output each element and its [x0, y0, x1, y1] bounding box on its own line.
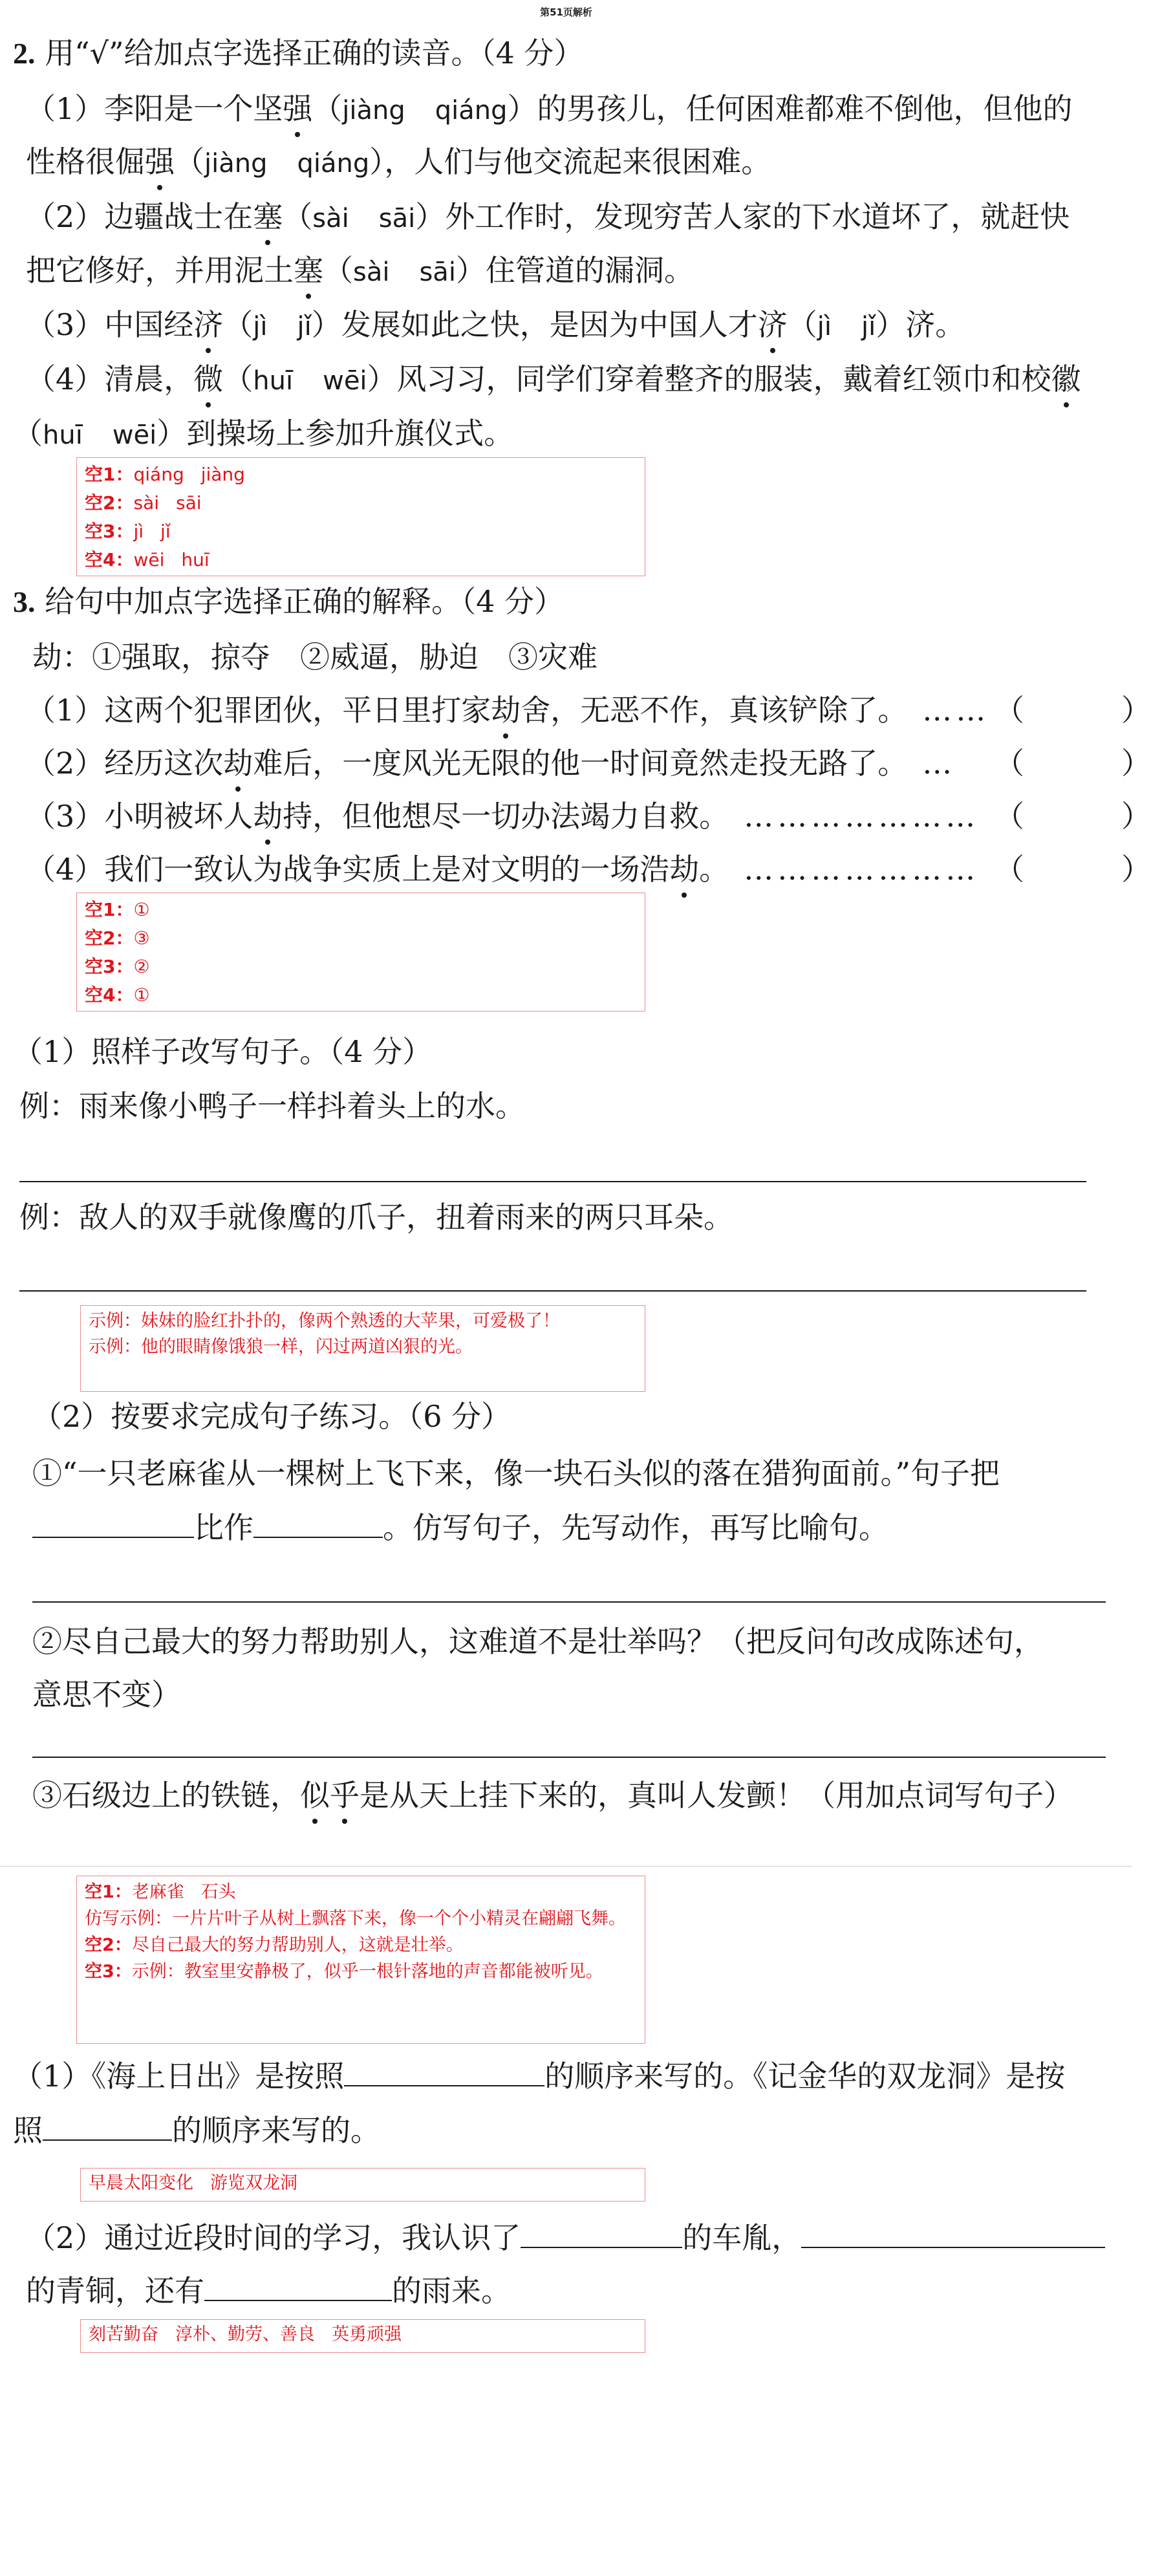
dotted-char: 强 — [145, 142, 175, 181]
q2-line-1: （1）李阳是一个坚强（jiàng qiáng）的男孩儿，任何困难都难不倒他，但他的 — [26, 89, 1073, 130]
pinyin-option[interactable]: jiàng — [342, 96, 405, 125]
q6-line-2: 照 的顺序来写的。 — [13, 2113, 380, 2148]
dotted-char: 济 — [758, 305, 788, 344]
q6-line-1: （1）《海上日出》是按照 的顺序来写的。《记金华的双龙洞》是按 — [13, 2059, 1066, 2094]
q2-number: 2. — [13, 37, 36, 70]
answer-line: 空2：尽自己最大的努力帮助别人，这就是壮举。 — [85, 1935, 464, 1955]
fill-blank[interactable] — [253, 1510, 383, 1538]
pinyin-option[interactable]: sāi — [378, 204, 416, 233]
q3-title — [13, 582, 564, 622]
q4-example-1: 例：雨来像小鸭子一样抖着头上的水。 — [19, 1088, 525, 1123]
answer-line-blank[interactable] — [32, 1757, 1106, 1758]
answer-line: 空1：老麻雀 石头 — [85, 1882, 236, 1902]
q7-answer-box: 刻苦勤奋 淳朴、勤劳、善良 英勇顽强 — [80, 2319, 645, 2353]
dotted-char: 劫 — [491, 691, 521, 730]
answer-line: 空1：qiáng jiàng — [85, 464, 245, 485]
answer-paren-4[interactable]: （ ） — [995, 852, 1151, 887]
q7-line-2: 的青铜，还有 的雨来。 — [26, 2273, 511, 2308]
q3-sentence-2: （2）经历这次劫难后，一度风光无限的他一时间竟然走投无路了。 … — [26, 744, 956, 783]
pinyin-option[interactable]: jiàng — [204, 149, 268, 179]
dotted-char: 劫 — [669, 850, 699, 889]
answer-line: 空3：jì jǐ — [85, 521, 171, 542]
q4-title: （1）照样子改写句子。（4 分） — [13, 1034, 433, 1069]
q5-item-1-cont: 比作 。仿写句子，先写动作，再写比喻句。 — [32, 1508, 888, 1547]
pinyin-option[interactable]: jì — [817, 312, 832, 341]
fill-blank[interactable] — [344, 2058, 544, 2086]
dotted-char: 劫 — [253, 797, 283, 836]
dotted-char: 似 — [300, 1776, 330, 1815]
pinyin-option[interactable]: qiáng — [435, 96, 508, 125]
q5-item-2-cont: 意思不变） — [32, 1677, 181, 1712]
dotted-char: 济 — [193, 305, 223, 344]
q5-item-2: ②尽自己最大的努力帮助别人，这难道不是壮举吗？（把反问句改成陈述句， — [32, 1624, 1044, 1659]
q3-sentence-3: （3）小明被坏人劫持，但他想尽一切办法竭力自救。 ………………… — [26, 797, 979, 836]
answer-line: 空3：示例：教室里安静极了，似乎一根针落地的声音都能被听见。 — [85, 1962, 603, 1982]
pinyin-option[interactable]: huī — [253, 366, 294, 396]
dotted-char: 徽 — [1051, 360, 1081, 398]
q3-definitions: 劫：①强取，掠夺 ②威逼，胁迫 ③灾难 — [32, 640, 597, 675]
dotted-char: 乎 — [330, 1776, 360, 1815]
answer-line-blank[interactable] — [32, 1601, 1106, 1603]
page-header: 第51页解析 — [540, 6, 592, 18]
answer-line: 示例：妹妹的脸红扑扑的，像两个熟透的大苹果，可爱极了！ — [89, 1311, 560, 1331]
answer-line: 空1：① — [85, 899, 150, 920]
q2-line-4: 把它修好，并用泥土塞（sài sāi）住管道的漏洞。 — [26, 251, 694, 292]
q4-answer-box — [80, 1305, 645, 1392]
answer-line: 空4：wēi huī — [85, 549, 210, 570]
q2-line-7: （huī wēi）到操场上参加升旗仪式。 — [13, 416, 514, 451]
q3-answer-box — [76, 893, 645, 1012]
dotted-char: 塞 — [294, 251, 323, 290]
answer-line: 空2：sài sāi — [85, 492, 202, 514]
answer-line: 空3：② — [85, 956, 150, 977]
q2-title-text: 用“√”给加点字选择正确的读音。（4 分） — [45, 36, 584, 70]
answer-paren-1[interactable]: （ ） — [995, 693, 1151, 728]
dotted-char: 微 — [193, 360, 223, 398]
pinyin-option[interactable]: jǐ — [297, 312, 312, 341]
q5-title: （2）按要求完成句子练习。（6 分） — [32, 1399, 511, 1434]
pinyin-option[interactable]: jǐ — [861, 312, 876, 341]
fill-blank[interactable] — [801, 2220, 1105, 2248]
q5-item-3: ③石级边上的铁链，似乎是从天上挂下来的，真叫人发颤！（用加点词写句子） — [32, 1776, 1073, 1815]
q3-title-text: 给句中加点字选择正确的解释。（4 分） — [45, 584, 565, 619]
pinyin-option[interactable]: qiáng — [297, 149, 370, 179]
q5-answer-box — [76, 1876, 645, 2044]
answer-line: 示例：他的眼睛像饿狼一样，闪过两道凶狠的光。 — [89, 1337, 473, 1357]
answer-line-blank[interactable] — [19, 1290, 1086, 1292]
answer-paren-2[interactable]: （ ） — [995, 746, 1151, 781]
answer-line: 空2：③ — [85, 927, 150, 949]
q5-item-1: ①“一只老麻雀从一棵树上飞下来，像一块石头似的落在猎狗面前。”句子把 — [32, 1456, 1000, 1491]
fill-blank[interactable] — [32, 1510, 194, 1538]
q2-line-6: （4）清晨，微（huī wēi）风习习，同学们穿着整齐的服装，戴着红领巾和校徽 — [26, 360, 1081, 400]
answer-paren-3[interactable]: （ ） — [995, 799, 1151, 834]
q2-line-3: （2）边疆战士在塞（sài sāi）外工作时，发现穷苦人家的下水道坏了，就赶快 — [26, 197, 1070, 238]
pinyin-option[interactable]: sāi — [419, 257, 456, 287]
pinyin-option[interactable]: wēi — [112, 420, 157, 450]
pinyin-option[interactable]: huī — [43, 420, 83, 450]
dotted-char: 塞 — [253, 197, 283, 236]
q3-sentence-4: （4）我们一致认为战争实质上是对文明的一场浩劫。 ………………… — [26, 850, 979, 889]
fill-blank[interactable] — [521, 2220, 682, 2248]
fill-blank[interactable] — [204, 2273, 392, 2301]
fill-blank[interactable] — [43, 2112, 172, 2141]
dotted-char: 强 — [283, 89, 312, 128]
q2-title — [13, 34, 583, 73]
answer-line: 空4：① — [85, 984, 150, 1006]
pinyin-option[interactable]: sài — [353, 257, 390, 287]
q3-number: 3. — [13, 585, 36, 618]
pinyin-option[interactable]: wēi — [323, 366, 367, 396]
q6-answer-box: 早晨太阳变化 游览双龙洞 — [80, 2168, 645, 2202]
pinyin-option[interactable]: jì — [253, 312, 268, 341]
answer-line-blank[interactable] — [19, 1181, 1086, 1182]
q2-line-2: 性格很倔强（jiàng qiáng），人们与他交流起来很困难。 — [26, 142, 771, 183]
dotted-char: 劫 — [223, 744, 253, 783]
pinyin-option[interactable]: sài — [312, 204, 349, 233]
section-divider — [0, 1866, 1132, 1867]
q2-answer-box — [76, 457, 645, 576]
answer-line: 仿写示例：一片片叶子从树上飘落下来，像一个个小精灵在翩翩飞舞。 — [85, 1909, 626, 1929]
q7-line-1: （2）通过近段时间的学习，我认识了 的车胤， — [26, 2218, 1105, 2257]
q2-line-5: （3）中国经济（jì jǐ）发展如此之快，是因为中国人才济（jì jǐ）济。 — [26, 305, 965, 346]
q4-example-2: 例：敌人的双手就像鹰的爪子，扭着雨来的两只耳朵。 — [19, 1200, 733, 1235]
q3-sentence-1: （1）这两个犯罪团伙，平日里打家劫舍，无恶不作，真该铲除了。 …… — [26, 691, 989, 730]
